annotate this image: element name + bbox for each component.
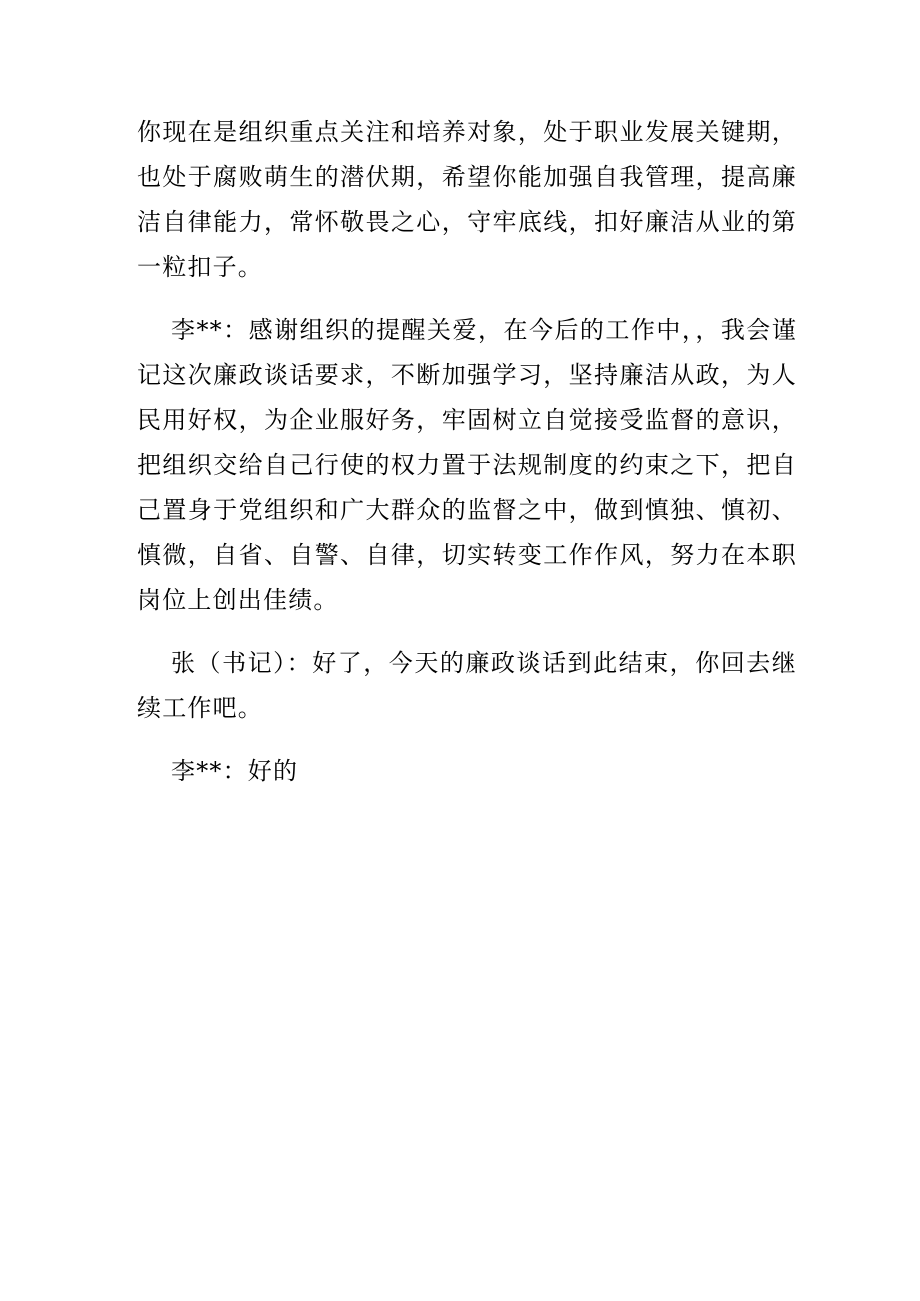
paragraph-li-response: 李**：感谢组织的提醒关爱，在今后的工作中，，我会谨记这次廉政谈话要求，不断加强学习，坚持廉洁从政，为人民用好权，为企业服好务，牢固树立自觉接受监督的意识，把组织交给自己行使的权力置于法规制度的约束之下，把自己置身于党组织和广大群众的监督之中，做到慎独、慎初、慎微，自省、自警、自律，切实转变工作作风，努力在本职岗位上创出佳绩。	[137, 316, 797, 614]
document-body	[137, 110, 797, 794]
paragraph-zhang-closing: 张（书记）：好了，今天的廉政谈话到此结束，你回去继续工作吧。	[137, 649, 797, 722]
paragraph-li-final: 李**：好的	[171, 757, 299, 785]
paragraph-guidance: 你现在是组织重点关注和培养对象，处于职业发展关键期，也处于腐败萌生的潜伏期，希望你能加强自我管理，提高廉洁自律能力，常怀敬畏之心，守牢底线，扣好廉洁从业的第一粒扣子。	[137, 118, 797, 281]
